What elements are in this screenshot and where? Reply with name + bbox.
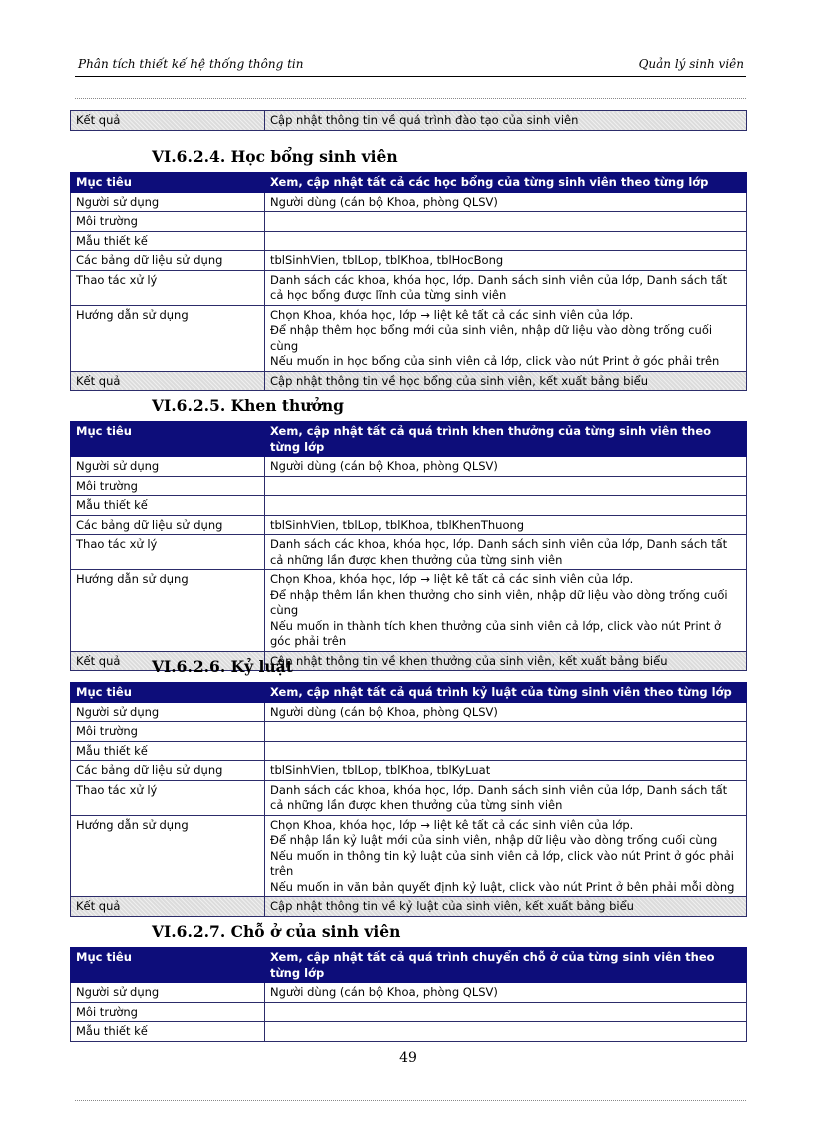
row-label: Hướng dẫn sử dụng — [71, 570, 265, 652]
section-title: VI.6.2.4. Học bổng sinh viên — [152, 147, 398, 166]
table-row — [71, 702, 747, 722]
table-row — [71, 1022, 747, 1042]
row-line: Chọn Khoa, khóa học, lớp → liệt kê tất cả các sinh viên của lớp. — [270, 572, 634, 586]
row-label: Kết quả — [71, 371, 265, 391]
table-row — [71, 815, 747, 897]
header-right-title: Quản lý sinh viên — [638, 57, 744, 71]
top-result-table — [70, 110, 747, 131]
row-value — [265, 515, 747, 535]
table-row — [71, 496, 747, 516]
row-value — [265, 983, 747, 1003]
table-header-row — [71, 422, 747, 457]
row-label: Các bảng dữ liệu sử dụng — [71, 515, 265, 535]
row-label: Thao tác xử lý — [71, 535, 265, 570]
row-label: Môi trường — [71, 1002, 265, 1022]
section-title: VI.6.2.7. Chỗ ở của sinh viên — [152, 922, 401, 941]
row-value — [265, 371, 747, 391]
goal-text: Xem, cập nhật tất cả quá trình chuyển chỗ ở của từng sinh viên theo từng lớp — [265, 948, 747, 983]
row-value — [265, 1002, 747, 1022]
row-line: tblSinhVien, tblLop, tblKhoa, tblKhenThuong — [270, 517, 525, 532]
row-value — [265, 476, 747, 496]
row-label: Các bảng dữ liệu sử dụng — [71, 251, 265, 271]
table-row — [71, 371, 747, 391]
row-value — [265, 535, 747, 570]
table-header-row — [71, 948, 747, 983]
row-value — [265, 496, 747, 516]
row-value — [265, 570, 747, 652]
row-value — [265, 702, 747, 722]
goal-label: Mục tiêu — [71, 948, 265, 983]
row-value — [265, 251, 747, 271]
row-value — [265, 305, 747, 371]
row-value — [265, 761, 747, 781]
row-label: Mẫu thiết kế — [71, 496, 265, 516]
row-value — [265, 741, 747, 761]
row-label: Mẫu thiết kế — [71, 741, 265, 761]
page-number: 49 — [399, 1050, 417, 1066]
goal-label: Mục tiêu — [71, 173, 265, 193]
row-label: Người sử dụng — [71, 702, 265, 722]
goal-label: Mục tiêu — [71, 683, 265, 703]
table-header-row — [71, 683, 747, 703]
page-divider — [75, 98, 746, 99]
table-row — [71, 111, 747, 131]
row-label: Mẫu thiết kế — [71, 1022, 265, 1042]
row-value — [265, 1022, 747, 1042]
row-line: Chọn Khoa, khóa học, lớp → liệt kê tất cả các sinh viên của lớp. — [270, 307, 634, 322]
spec-table-cho-o — [70, 947, 747, 1042]
row-line: tblSinhVien, tblLop, tblKhoa, tblHocBong — [270, 253, 504, 267]
row-label: Người sử dụng — [71, 457, 265, 477]
row-label: Môi trường — [71, 722, 265, 742]
spec-table-khen-thuong — [70, 421, 747, 671]
row-line: Người dùng (cán bộ Khoa, phòng QLSV) — [270, 985, 498, 999]
row-label: Môi trường — [71, 212, 265, 232]
row-value — [265, 722, 747, 742]
row-line: Người dùng (cán bộ Khoa, phòng QLSV) — [270, 194, 498, 209]
table-row — [71, 192, 747, 212]
goal-text: Xem, cập nhật tất cả quá trình khen thưởng của từng sinh viên theo từng lớp — [265, 422, 747, 457]
row-value — [265, 780, 747, 815]
table-header-row — [71, 173, 747, 193]
table-row — [71, 722, 747, 742]
section-title: VI.6.2.5. Khen thưởng — [152, 396, 345, 415]
row-label: Kết quả — [71, 651, 265, 671]
goal-text: Xem, cập nhật tất cả quá trình kỷ luật của từng sinh viên theo từng lớp — [265, 683, 747, 703]
spec-table-hoc-bong — [70, 172, 747, 391]
row-line: Để nhập thêm học bổng mới của sinh viên, nhập dữ liệu vào dòng trống cuối cùng — [270, 323, 713, 353]
row-value — [265, 212, 747, 232]
table-row — [71, 897, 747, 917]
row-label: Kết quả — [71, 111, 265, 131]
goal-label: Mục tiêu — [71, 422, 265, 457]
table-row — [71, 515, 747, 535]
row-label: Người sử dụng — [71, 983, 265, 1003]
row-label: Người sử dụng — [71, 192, 265, 212]
spec-table-ky-luat — [70, 682, 747, 917]
table-row — [71, 983, 747, 1003]
table-row — [71, 535, 747, 570]
page-header — [75, 52, 746, 77]
goal-text: Xem, cập nhật tất cả các học bổng của từng sinh viên theo từng lớp — [265, 173, 747, 193]
section-title: VI.6.2.6. Kỷ luật — [152, 657, 293, 676]
row-value — [265, 651, 747, 671]
table-row — [71, 212, 747, 232]
row-label: Thao tác xử lý — [71, 270, 265, 305]
row-line: Nếu muốn in thông tin kỷ luật của sinh viên cả lớp, click vào nút Print ở góc phải trên — [270, 848, 734, 878]
row-label: Thao tác xử lý — [71, 780, 265, 815]
row-label: Mẫu thiết kế — [71, 231, 265, 251]
row-line: Danh sách các khoa, khóa học, lớp. Danh sách sinh viên của lớp, Danh sách tất cả những lần được khen thưởng của từng sinh viên — [270, 537, 728, 567]
row-label: Hướng dẫn sử dụng — [71, 305, 265, 371]
row-line: Để nhập thêm lần khen thưởng cho sinh viên, nhập dữ liệu vào dòng trống cuối cùng — [270, 587, 728, 617]
header-left-title: Phân tích thiết kế hệ thống thông tin — [78, 57, 304, 71]
row-line: Người dùng (cán bộ Khoa, phòng QLSV) — [270, 459, 498, 473]
row-value — [265, 815, 747, 897]
table-row — [71, 570, 747, 652]
table-row — [71, 305, 747, 371]
row-line: Chọn Khoa, khóa học, lớp → liệt kê tất cả các sinh viên của lớp. — [270, 817, 634, 832]
row-line: Cập nhật thông tin về học bổng của sinh viên, kết xuất bảng biểu — [270, 373, 649, 388]
row-line: Nếu muốn in thành tích khen thưởng của sinh viên cả lớp, click vào nút Print ở góc phải trên — [270, 618, 722, 648]
row-line: Nếu muốn in học bổng của sinh viên cả lớp, click vào nút Print ở góc phải trên — [270, 354, 720, 368]
row-value: Cập nhật thông tin về quá trình đào tạo của sinh viên — [265, 111, 747, 131]
table-row — [71, 457, 747, 477]
page-footer-divider — [75, 1100, 746, 1101]
row-value — [265, 231, 747, 251]
row-line: Nếu muốn in văn bản quyết định kỷ luật, click vào nút Print ở bên phải mỗi dòng — [270, 879, 735, 894]
table-row — [71, 251, 747, 271]
row-line: Cập nhật thông tin về kỷ luật của sinh viên, kết xuất bảng biểu — [270, 899, 634, 913]
row-value — [265, 897, 747, 917]
row-line: Để nhập lần kỷ luật mới của sinh viên, nhập dữ liệu vào dòng trống cuối cùng — [270, 833, 718, 847]
row-label: Các bảng dữ liệu sử dụng — [71, 761, 265, 781]
row-label: Hướng dẫn sử dụng — [71, 815, 265, 897]
row-line: Danh sách các khoa, khóa học, lớp. Danh sách sinh viên của lớp, Danh sách tất cả học bổng được lĩnh của từng sinh viên — [270, 272, 728, 302]
table-row — [71, 741, 747, 761]
row-line: tblSinhVien, tblLop, tblKhoa, tblKyLuat — [270, 763, 491, 777]
row-label: Kết quả — [71, 897, 265, 917]
row-line: Danh sách các khoa, khóa học, lớp. Danh sách sinh viên của lớp, Danh sách tất cả những lần được khen thưởng của từng sinh viên — [270, 782, 728, 812]
table-row — [71, 761, 747, 781]
row-value — [265, 192, 747, 212]
row-label: Môi trường — [71, 476, 265, 496]
row-value — [265, 457, 747, 477]
table-row — [71, 780, 747, 815]
table-row — [71, 231, 747, 251]
row-line: Người dùng (cán bộ Khoa, phòng QLSV) — [270, 704, 498, 719]
row-line: Cập nhật thông tin về khen thưởng của sinh viên, kết xuất bảng biểu — [270, 653, 668, 668]
table-row — [71, 1002, 747, 1022]
table-row — [71, 476, 747, 496]
table-row — [71, 270, 747, 305]
row-value — [265, 270, 747, 305]
